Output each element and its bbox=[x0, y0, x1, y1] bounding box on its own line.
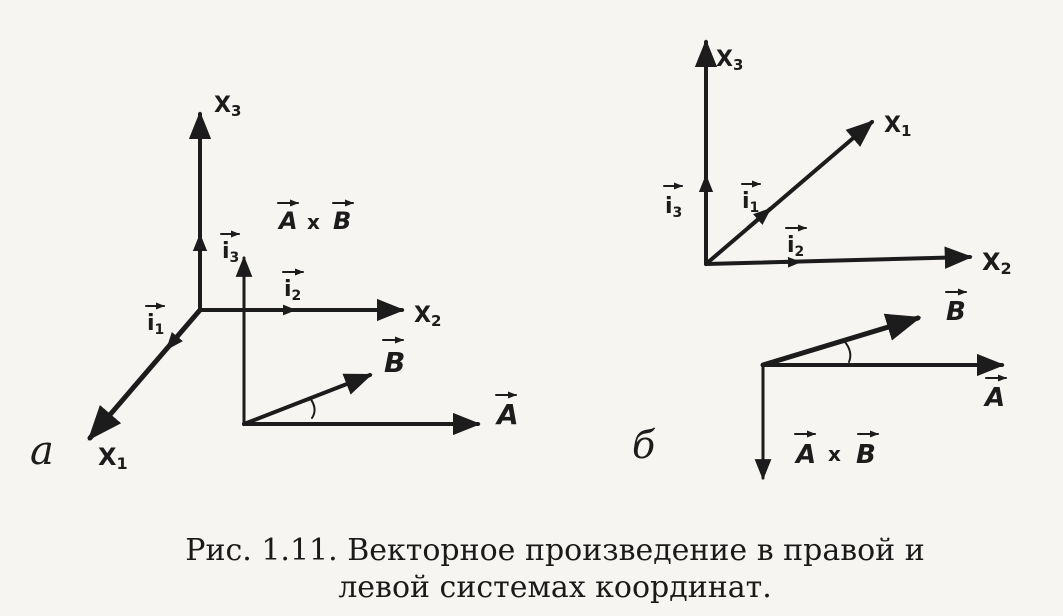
axis-label-x1-b: X1 bbox=[884, 113, 912, 140]
svg-text:i1: i1 bbox=[742, 189, 760, 216]
label-i1-a bbox=[146, 306, 164, 338]
label-i2-a bbox=[283, 272, 303, 304]
label-i2-b bbox=[786, 228, 806, 260]
figure-caption bbox=[185, 533, 924, 605]
svg-text:A: A bbox=[796, 440, 817, 470]
label-vector-a-b bbox=[983, 378, 1006, 413]
axis-label-x3-b: X3 bbox=[716, 47, 744, 74]
unit-vector-i2-b bbox=[752, 262, 800, 263]
svg-text:i2: i2 bbox=[787, 233, 805, 260]
label-vector-product-b bbox=[794, 434, 878, 470]
unit-vector-i1-a bbox=[167, 331, 182, 349]
svg-text:i3: i3 bbox=[222, 239, 240, 266]
svg-text:B: B bbox=[856, 440, 876, 470]
svg-text:x: x bbox=[828, 442, 841, 466]
axis-label-x2-a: X2 bbox=[414, 303, 442, 330]
svg-text:A: A bbox=[279, 207, 298, 235]
panel-b bbox=[632, 42, 1012, 478]
label-vector-b-b bbox=[946, 292, 966, 327]
axis-x1-a bbox=[90, 310, 200, 438]
caption-line-2: левой системах координат. bbox=[338, 570, 772, 605]
label-i3-b bbox=[664, 186, 682, 221]
label-i1-b bbox=[742, 184, 760, 216]
svg-text:B: B bbox=[946, 297, 966, 327]
panel-label-a: a bbox=[30, 428, 54, 474]
panel-label-b: б bbox=[632, 423, 656, 467]
angle-arc-b bbox=[845, 342, 850, 362]
svg-text:B: B bbox=[333, 207, 352, 235]
vector-b-b bbox=[763, 318, 918, 365]
svg-text:B: B bbox=[384, 346, 406, 379]
angle-arc-a bbox=[310, 398, 315, 418]
axis-label-x2-b: X2 bbox=[982, 248, 1012, 278]
label-vector-a-a bbox=[495, 395, 519, 431]
svg-text:i2: i2 bbox=[284, 277, 302, 304]
label-vector-product-a bbox=[277, 203, 353, 235]
svg-text:A: A bbox=[985, 383, 1006, 413]
axis-x2-b bbox=[706, 257, 970, 264]
svg-text:x: x bbox=[307, 210, 320, 234]
vector-b-a bbox=[244, 375, 370, 424]
axis-label-x3-a: X3 bbox=[214, 93, 242, 120]
svg-text:i3: i3 bbox=[665, 194, 683, 221]
label-vector-b-a bbox=[383, 340, 405, 379]
axis-label-x1-a: X1 bbox=[98, 443, 128, 473]
caption-line-1: Рис. 1.11. Векторное произведение в правой и bbox=[185, 533, 925, 568]
panel-a bbox=[30, 93, 519, 474]
svg-text:A: A bbox=[497, 398, 519, 431]
label-i3-a bbox=[221, 234, 239, 266]
svg-text:i1: i1 bbox=[147, 311, 165, 338]
